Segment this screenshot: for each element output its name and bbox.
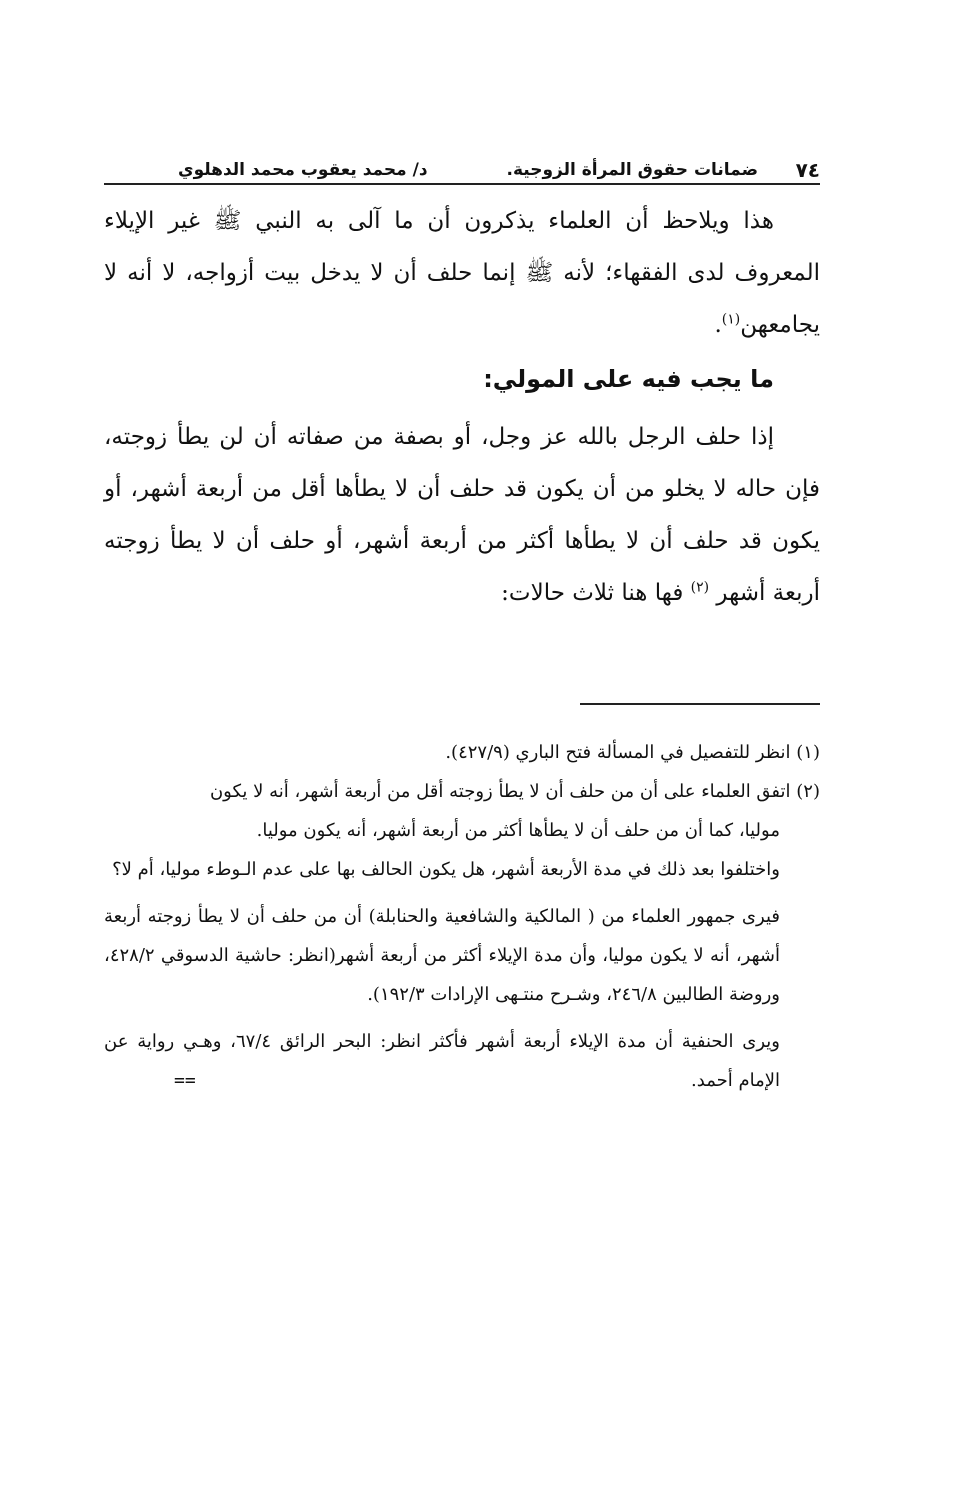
continuation-mark: ==: [174, 1070, 196, 1091]
author-name: د/ محمد يعقوب محمد الدهلوي: [178, 160, 428, 180]
book-title: ضمانات حقوق المرأة الزوجية.: [506, 160, 758, 180]
header-rule: [104, 183, 820, 185]
footnote-2-para-2: واختلفوا بعد ذلك في مدة الأربعة أشهر، هل يكون الحالف بها على عدم الـوطء موليا، أم لا؟: [112, 859, 780, 880]
page-number: ٧٤: [795, 158, 820, 182]
footnote-2-para-4: [104, 1022, 820, 1100]
footnote-separator: [580, 703, 820, 705]
running-header: [104, 155, 820, 185]
paragraph-2-text: إذا حلف الرجل بالله عز وجل، أو بصفة من صفاته أن لن يطأ زوجته، فإن حاله لا يخلو من أن يكون قد حلف أن لا يطأها أقل من أربعة أشهر، أو يكون قد حلف أن لا يطأها أكثر من أربعة أشهر، أو حلف أن لا يطأ زوجته أربعة أشهر: [104, 424, 820, 606]
paragraph-2-end: فها هنا ثلاث حالات:: [501, 580, 691, 606]
section-heading: ما يجب فيه على المولي:: [483, 365, 774, 393]
main-text: [104, 195, 820, 619]
footnote-ref-2: (٢): [690, 579, 710, 596]
paragraph-1-text: هذا ويلاحظ أن العلماء يذكرون أن ما آلى به النبي ﷺ غير الإيلاء المعروف لدى الفقهاء؛ لأنه ﷺ إنما حلف أن لا يدخل بيت أزواجه، لا أنه لا يجامعهن: [104, 208, 820, 338]
footnote-2-continued: موليا، كما أن من حلف أن لا يطأها أكثر من أربعة أشهر، أنه يكون موليا.: [256, 820, 780, 841]
footnote-1: (١) انظر للتفصيل في المسألة فتح الباري (٤٢٧/٩).: [445, 742, 820, 763]
footnote-ref-1: (١): [721, 311, 741, 328]
footnote-2-para-4-text: ويرى الحنفية أن مدة الإيلاء أربعة أشهر فأكثر انظر: البحر الرائق ٦٧/٤، وهـي رواية عن الإمام أحمد.: [104, 1031, 780, 1091]
paragraph-2: [104, 411, 820, 619]
footnotes: [104, 733, 820, 1100]
paragraph-1: [104, 195, 820, 351]
paragraph-1-end: .: [714, 312, 722, 338]
footnote-2: (٢) اتفق العلماء على أن من حلف أن لا يطأ زوجته أقل من أربعة أشهر، أنه لا يكون: [209, 781, 820, 802]
footnote-2-para-3: فيرى جمهور العلماء من ( المالكية والشافعية والحنابلة) أن من حلف أن لا يطأ زوجته أربعة أشهر، أنه لا يكون موليا، وأن مدة الإيلاء أكثر من أربعة أشهر(انظر: حاشية الدسوقي ٤٢٨/٢، وروضة الطالبين ٢٤٦/٨، وشـرح منتـهى الإرادات ١٩٢/٣).: [104, 906, 780, 1005]
